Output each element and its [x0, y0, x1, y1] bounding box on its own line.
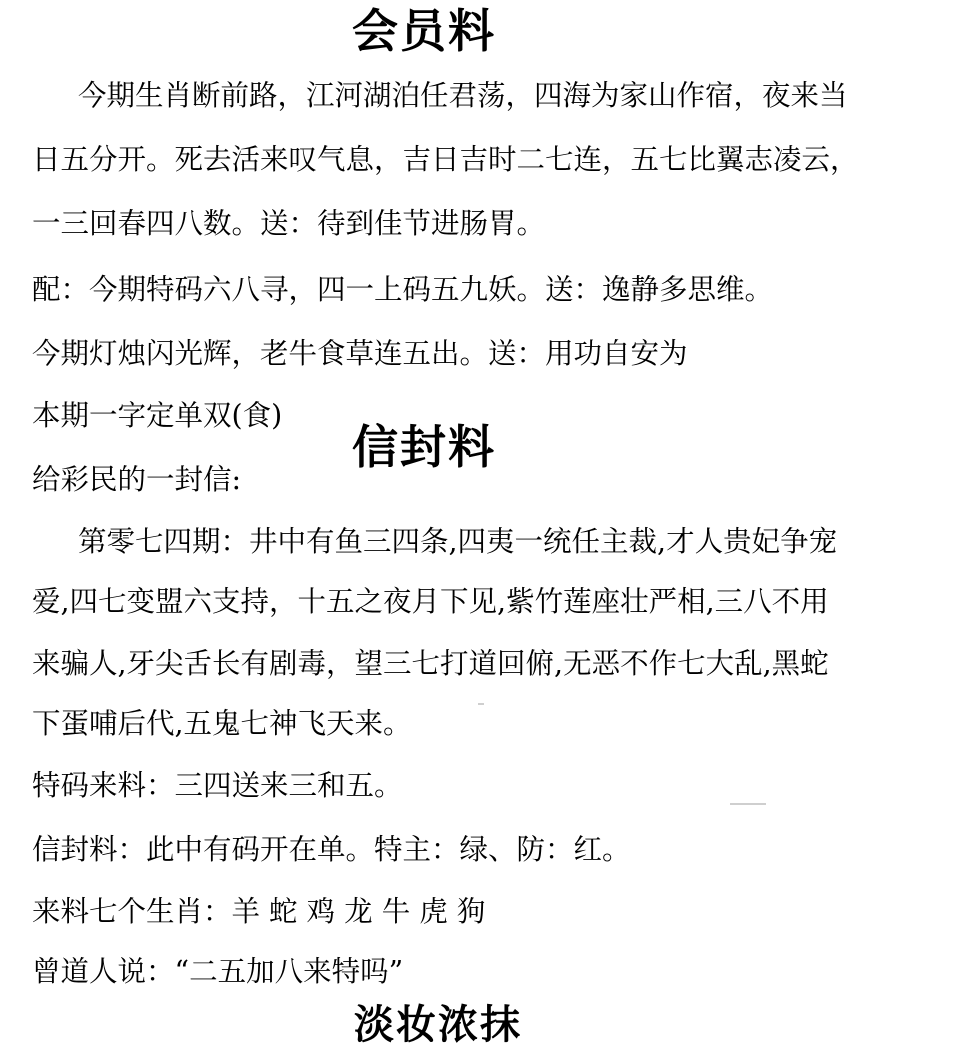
member-text-line: 配：今期特码六八寻，四一上码五九妖。送：逸静多思维。: [32, 273, 774, 306]
letter-text-line: 下蛋哺后代,五鬼七神飞天来。: [32, 707, 412, 740]
scan-speck: [730, 803, 766, 805]
member-text-line: 今期灯烛闪光辉，老牛食草连五出。送：用功自安为: [32, 337, 688, 370]
letter-text-line: 信封料：此中有码开在单。特主：绿、防：红。: [32, 833, 631, 866]
heading-member: 会员料: [352, 4, 496, 58]
scan-speck: [478, 703, 484, 705]
letter-text-line: 给彩民的一封信:: [32, 463, 242, 496]
letter-text-line: 特码来料：三四送来三和五。: [32, 769, 403, 802]
heading-letter: 信封料: [352, 420, 496, 474]
member-text-line: 本期一字定单双(食): [32, 399, 283, 432]
heading-light-makeup: 淡妆浓抹: [354, 1002, 522, 1048]
letter-text-line: 第零七四期：井中有鱼三四条,四夷一统任主裁,才人贵妃争宠: [78, 525, 838, 558]
letter-text-line: 来骗人,牙尖舌长有剧毒，望三七打道回俯,无恶不作七大乱,黑蛇: [32, 647, 829, 680]
letter-text-line: 来料七个生肖：羊 蛇 鸡 龙 牛 虎 狗: [32, 895, 486, 928]
letter-text-line: 曾道人说：“二五加八来特吗”: [32, 955, 404, 988]
letter-text-line: 爱,四七变盟六支持，十五之夜月下见,紫竹莲座壮严相,三八不用: [32, 585, 829, 618]
member-text-line: 一三回春四八数。送：待到佳节进肠胃。: [32, 207, 546, 240]
member-text-line: 今期生肖断前路，江河湖泊任君荡，四海为家山作宿，夜来当: [78, 79, 848, 112]
member-text-line: 日五分开。死去活来叹气息，吉日吉时二七连，五七比翼志凌云，: [32, 143, 859, 176]
